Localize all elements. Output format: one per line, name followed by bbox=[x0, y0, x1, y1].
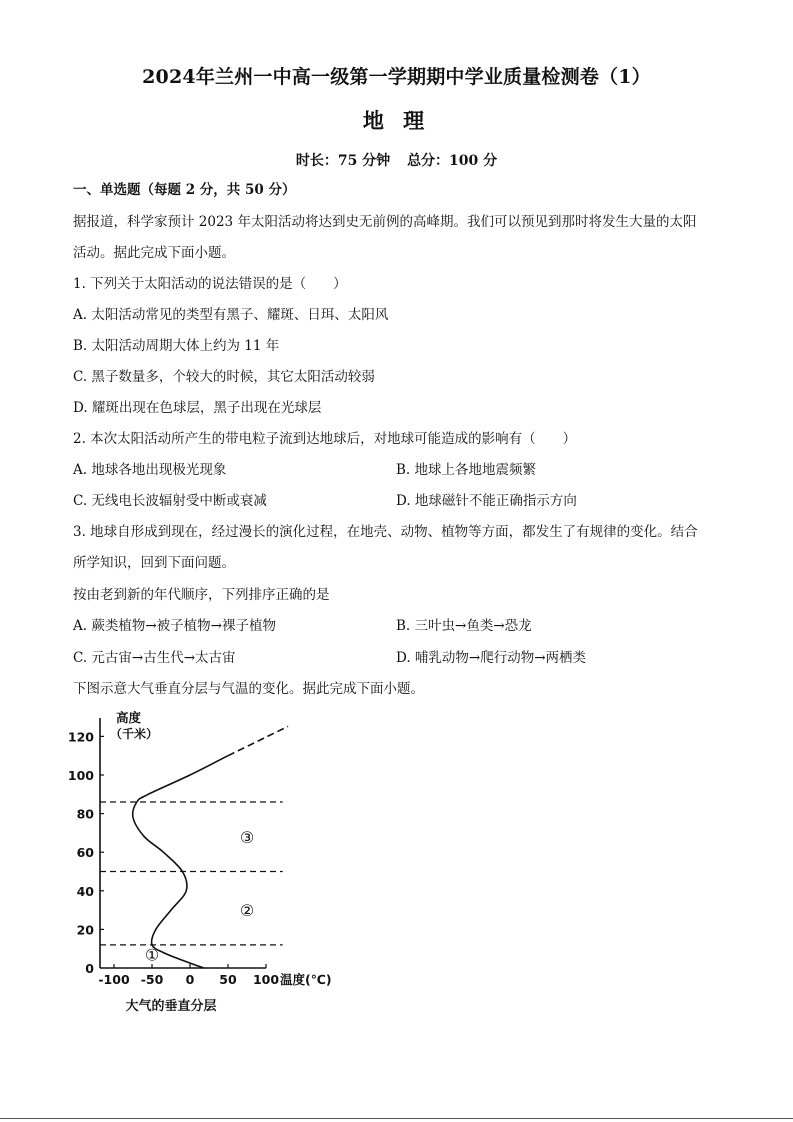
x-tick-label: -50 bbox=[140, 972, 164, 987]
page-title: 2024年兰州一中高一级第一学期期中学业质量检测卷（1） bbox=[142, 66, 651, 88]
exam-duration: 时长：75 分钟 bbox=[295, 153, 391, 169]
y-tick-label: 60 bbox=[76, 845, 94, 861]
question-3-stem: 按由老到新的年代顺序，下列排序正确的是 bbox=[73, 587, 330, 603]
y-tick-label: 80 bbox=[76, 806, 94, 822]
x-tick-label: 100 bbox=[252, 972, 280, 987]
question-3-intro-line: 3. 地球自形成到现在，经过漫长的演化过程，在地壳、动物、植物等方面，都发生了有规律的变化。结合 bbox=[73, 524, 698, 540]
x-axis-label: 温度(℃) bbox=[280, 972, 332, 987]
intro-paragraph-line: 活动。据此完成下面小题。 bbox=[73, 245, 235, 261]
question-1-stem: 1. 下列关于太阳活动的说法错误的是（ ） bbox=[73, 276, 347, 292]
question-3-option-a[interactable]: A. 蕨类植物→被子植物→裸子植物 bbox=[73, 618, 276, 634]
question-2-option-a[interactable]: A. 地球各地出现极光现象 bbox=[73, 462, 227, 478]
question-1-option-b[interactable]: B. 太阳活动周期大体上约为 11 年 bbox=[73, 338, 280, 354]
y-tick-label: 120 bbox=[67, 729, 94, 745]
question-3-option-c[interactable]: C. 元古宙→古生代→太古宙 bbox=[73, 650, 236, 666]
question-2-option-b[interactable]: B. 地球上各地地震频繁 bbox=[396, 462, 537, 478]
y-tick-label: 0 bbox=[85, 961, 94, 976]
x-tick-label: 0 bbox=[185, 972, 195, 987]
temperature-curve bbox=[133, 756, 228, 968]
y-axis-label: 高度 bbox=[116, 710, 142, 725]
temperature-curve-extension bbox=[228, 726, 288, 755]
layer-label: ③ bbox=[239, 827, 255, 847]
question-2-stem: 2. 本次太阳活动所产生的带电粒子流到达地球后，对地球可能造成的影响有（ ） bbox=[73, 431, 577, 447]
layer-label: ② bbox=[239, 901, 255, 921]
question-3-option-b[interactable]: B. 三叶虫→鱼类→恐龙 bbox=[396, 618, 532, 634]
layer-label: ① bbox=[144, 945, 160, 965]
question-1-option-a[interactable]: A. 太阳活动常见的类型有黑子、耀斑、日珥、太阳风 bbox=[73, 307, 389, 323]
y-axis-label-unit: （千米） bbox=[110, 727, 159, 741]
subject-title: 地 理 bbox=[362, 108, 431, 133]
question-1-option-d[interactable]: D. 耀斑出现在色球层，黑子出现在光球层 bbox=[73, 400, 322, 416]
figure-caption: 大气的垂直分层 bbox=[125, 999, 217, 1014]
exam-meta bbox=[0, 150, 793, 170]
question-3-intro-line: 所学知识，回到下面问题。 bbox=[73, 555, 235, 571]
question-2-option-c[interactable]: C. 无线电长波辐射受中断或衰减 bbox=[73, 493, 267, 509]
question-3-option-d[interactable]: D. 哺乳动物→爬行动物→两栖类 bbox=[396, 650, 587, 666]
exam-total-score: 总分：100 分 bbox=[407, 153, 498, 169]
atmosphere-layer-chart bbox=[60, 700, 360, 1020]
x-tick-label: -100 bbox=[98, 972, 130, 987]
page-bottom-rule bbox=[0, 1118, 793, 1119]
question-1-option-c[interactable]: C. 黑子数量多，个较大的时候，其它太阳活动较弱 bbox=[73, 369, 375, 385]
question-2-option-d[interactable]: D. 地球磁针不能正确指示方向 bbox=[396, 493, 577, 509]
y-tick-label: 100 bbox=[67, 768, 94, 783]
figure-intro: 下图示意大气垂直分层与气温的变化。据此完成下面小题。 bbox=[73, 681, 424, 697]
x-tick-label: 50 bbox=[219, 972, 237, 987]
y-tick-label: 40 bbox=[76, 883, 94, 899]
section-heading: 一、单选题（每题 2 分，共 50 分） bbox=[73, 182, 296, 198]
y-tick-label: 20 bbox=[76, 922, 94, 938]
intro-paragraph-line: 据报道，科学家预计 2023 年太阳活动将达到史无前例的高峰期。我们可以预见到那时将发生大量的太阳 bbox=[73, 214, 697, 230]
